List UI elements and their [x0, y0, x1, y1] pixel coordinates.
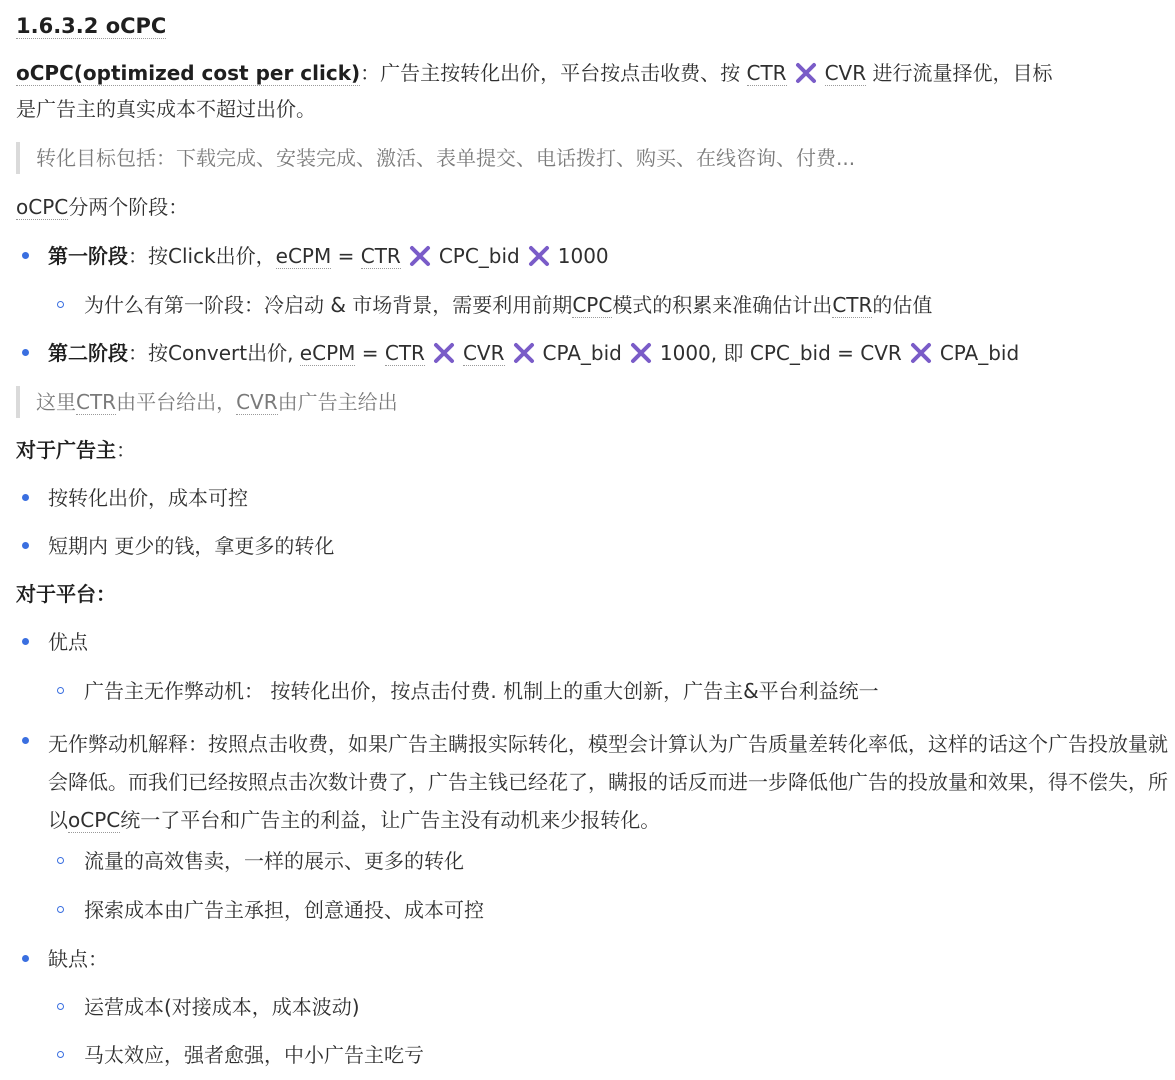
cross-mark-icon: [513, 342, 535, 364]
ocpc-term: oCPC(optimized cost per click): [16, 61, 361, 85]
list-item: 探索成本由广告主承担，创意通投、成本可控: [84, 894, 1171, 926]
list-item: 流量的高效售卖，一样的展示、更多的转化: [84, 845, 1171, 877]
cross-mark-icon: [409, 245, 431, 267]
blockquote-ctr-cvr-source: 这里CTR由平台给出，CVR由广告主给出: [16, 386, 1171, 418]
list-item: 短期内 更少的钱，拿更多的转化: [48, 530, 1171, 562]
cross-mark-icon: [910, 342, 932, 364]
list-item-stage1: 第一阶段：按Click出价，eCPM = CTR CPC_bid 1000: [48, 240, 1171, 272]
list-item-stage1-reason: 为什么有第一阶段：冷启动 & 市场背景，需要利用前期CPC模式的积累来准确估计出CTR的估值: [84, 289, 1171, 321]
intro-paragraph: oCPC(optimized cost per click)：广告主按转化出价，平台按点击收费、按 CTR CVR 进行流量择优，目标: [16, 61, 1053, 85]
list-item-pros: 优点: [48, 626, 1171, 658]
blockquote-conversion-goals: 转化目标包括：下载完成、安装完成、激活、表单提交、电话拨打、购买、在线咨询、付费...: [16, 142, 1171, 174]
intro-paragraph-line2: 是广告主的真实成本不超过出价。: [16, 97, 316, 121]
list-item-pros-detail: 广告主无作弊动机： 按转化出价，按点击付费. 机制上的重大创新，广告主&平台利益统一: [84, 675, 1171, 707]
cross-mark-icon: [630, 342, 652, 364]
cross-mark-icon: [795, 62, 817, 84]
cross-mark-icon: [528, 245, 550, 267]
platform-heading: 对于平台：: [16, 582, 116, 606]
list-item: 按转化出价，成本可控: [48, 482, 1171, 514]
advertiser-heading: 对于广告主：: [16, 438, 136, 462]
cross-mark-icon: [433, 342, 455, 364]
list-item-explanation: 无作弊动机解释：按照点击收费，如果广告主瞒报实际转化，模型会计算认为广告质量差转化率低，这样的话这个广告投放量就会降低。而我们已经按照点击次数计费了，广告主钱已经花了，瞒报的话反而进一步降低他广告的投放量和效果，得不偿失，所以oCPC统一了平台和广告主的利益，让广告主没有动机来少报转化。: [48, 725, 1171, 839]
list-item-cons: 缺点：: [48, 943, 1171, 975]
stages-intro: oCPC分两个阶段：: [16, 195, 189, 219]
list-item: 马太效应，强者愈强，中小广告主吃亏: [84, 1039, 1171, 1071]
list-item-stage2: 第二阶段：按Convert出价, eCPM = CTR CVR CPA_bid 1000, 即 CPC_bid = CVR CPA_bid: [48, 337, 1171, 369]
list-item: 运营成本(对接成本，成本波动): [84, 991, 1171, 1023]
section-heading: 1.6.3.2 oCPC: [16, 14, 167, 38]
